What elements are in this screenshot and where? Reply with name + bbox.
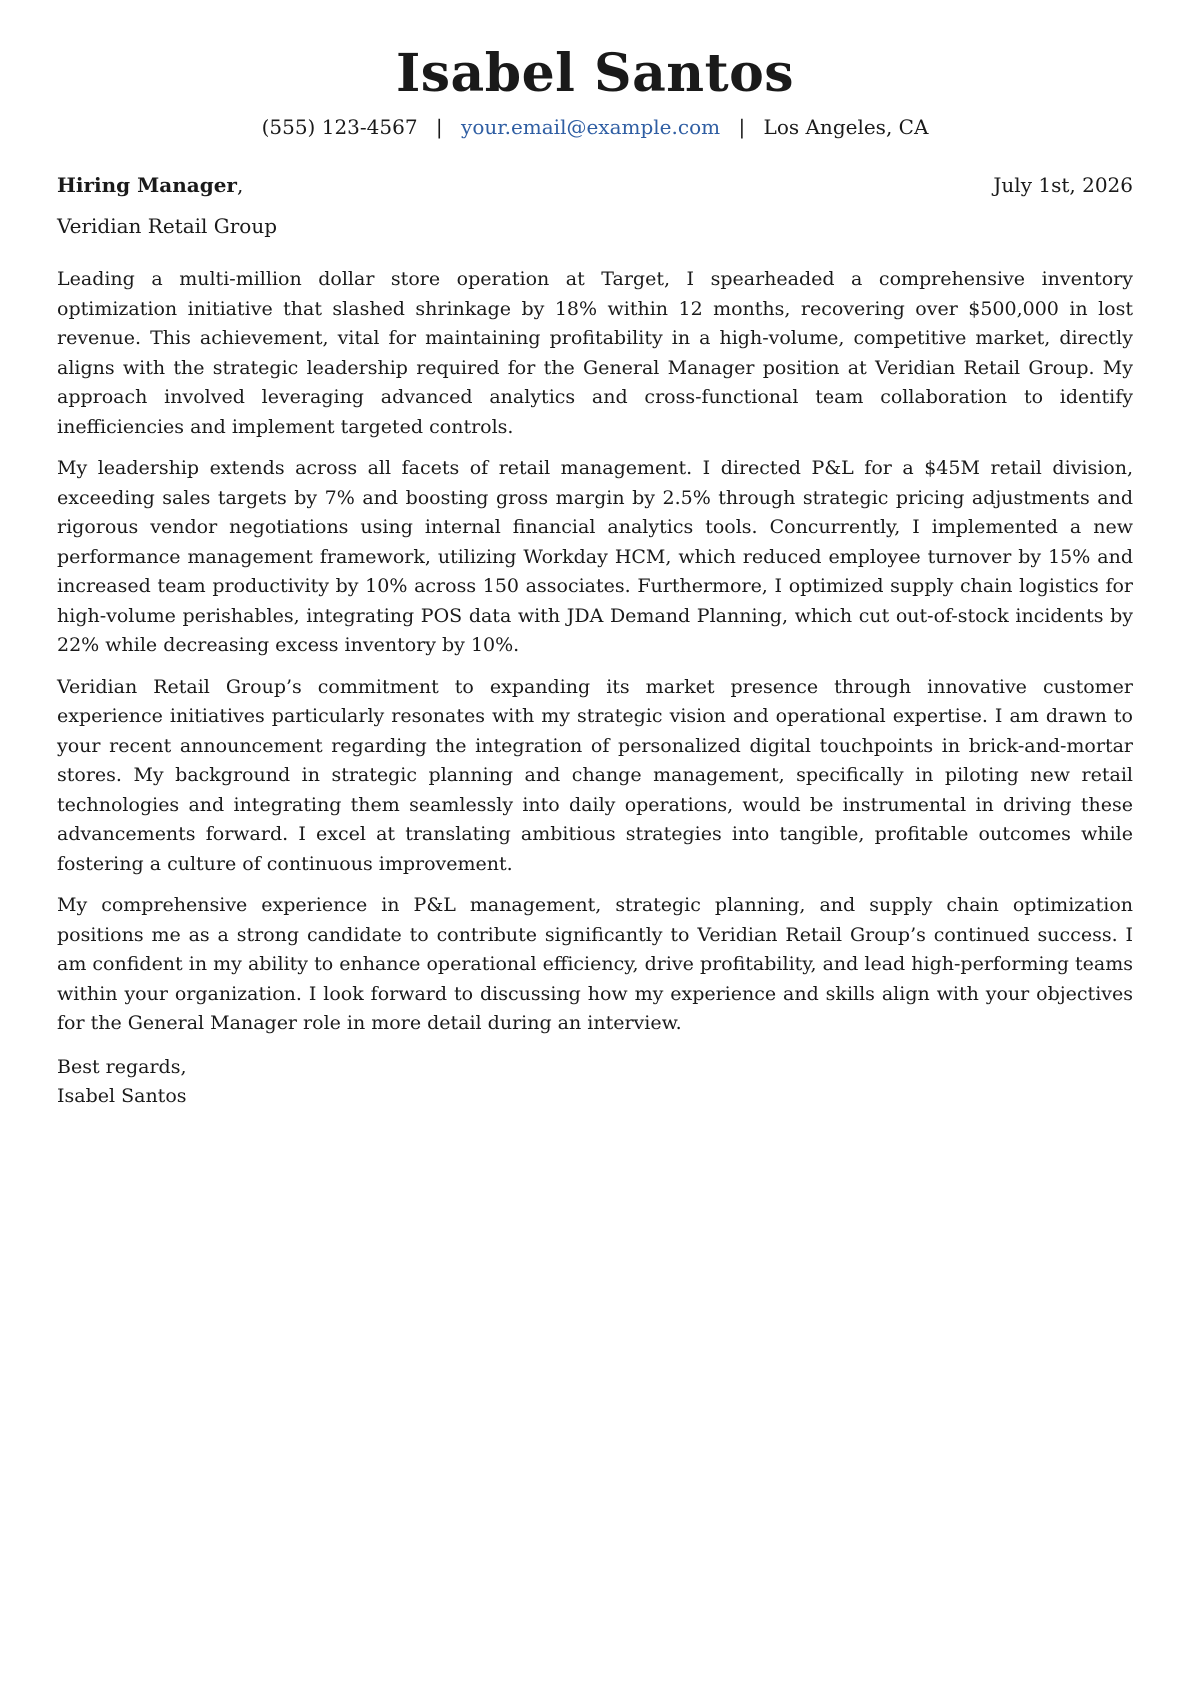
email-link[interactable]: your.email@example.com bbox=[461, 115, 721, 139]
recipient-row bbox=[57, 172, 1133, 198]
applicant-name: Isabel Santos bbox=[395, 43, 795, 104]
contact-separator: | bbox=[738, 115, 746, 139]
body-paragraph: Veridian Retail Group’s commitment to expanding its market presence through innovative customer experience initiatives particularly resonates with my strategic vision and operational expertise. I am drawn to your recent announcement regarding the integration of personalized digital touchpoints in brick-and-mortar stores. My background in strategic planning and change management, specifically in piloting new retail technologies and integrating them seamlessly into daily operations, would be instrumental in driving these advancements forward. I excel at translating ambitious strategies into tangible, profitable outcomes while fostering a culture of continuous improvement. bbox=[57, 675, 1133, 875]
salutation-line bbox=[57, 172, 243, 198]
phone-number: (555) 123-4567 bbox=[261, 115, 418, 139]
closing bbox=[57, 1053, 1133, 1112]
salutation-punctuation: , bbox=[236, 173, 244, 197]
valediction: Best regards, bbox=[57, 1055, 187, 1078]
letter-body bbox=[57, 265, 1133, 1039]
cover-letter bbox=[57, 0, 1133, 1112]
contact-separator: | bbox=[435, 115, 443, 139]
location: Los Angeles, CA bbox=[763, 115, 929, 139]
recipient-company: Veridian Retail Group bbox=[57, 214, 278, 238]
body-paragraph: My comprehensive experience in P&L management, strategic planning, and supply chain optimization positions me as a strong candidate to contribute significantly to Veridian Retail Group’s continued success. I am confident in my ability to enhance operational efficiency, drive profitability, and lead high-performing teams within your organization. I look forward to discussing how my experience and skills align with your objectives for the General Manager role in more detail during an interview. bbox=[57, 894, 1133, 1034]
salutation: Hiring Manager bbox=[57, 173, 237, 197]
body-paragraph: My leadership extends across all facets of retail management. I directed P&L for a $45M retail division, exceeding sales targets by 7% and boosting gross margin by 2.5% through strategic pricing adjustments and rigorous vendor negotiations using internal financial analytics tools. Concurrently, I implemented a new performance management framework, utilizing Workday HCM, which reduced employee turnover by 15% and increased team productivity by 10% across 150 associates. Furthermore, I optimized supply chain logistics for high-volume perishables, integrating POS data with JDA Demand Planning, which cut out-of-stock incidents by 22% while decreasing excess inventory by 10%. bbox=[57, 457, 1133, 656]
body-paragraph: Leading a multi-million dollar store operation at Target, I spearheaded a comprehensive inventory optimization initiative that slashed shrinkage by 18% within 12 months, recovering over $500,000 in lost revenue. This achievement, vital for maintaining profitability in a high-volume, competitive market, directly aligns with the strategic leadership required for the General Manager position at Veridian Retail Group. My approach involved leveraging advanced analytics and cross-functional team collaboration to identify inefficiencies and implement targeted controls. bbox=[57, 268, 1133, 438]
letter-date: July 1st, 2026 bbox=[993, 173, 1133, 197]
contact-line bbox=[57, 114, 1133, 140]
signature-name: Isabel Santos bbox=[57, 1085, 187, 1107]
